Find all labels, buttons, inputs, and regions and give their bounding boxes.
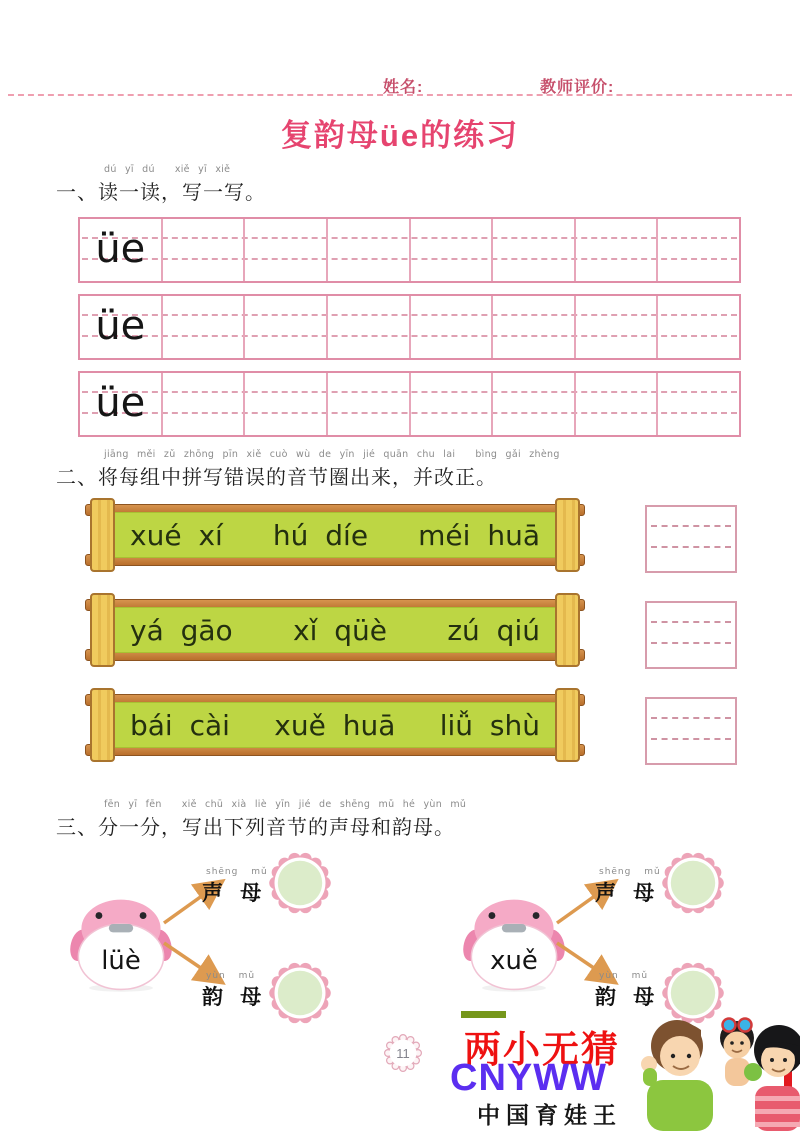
answer-flower-circle — [266, 849, 334, 917]
banner-syllable: xuě huā — [274, 708, 396, 742]
writing-cell — [80, 296, 163, 358]
writing-cell — [658, 373, 739, 435]
pinyin-group: xiě chū xià liè yīn jié de shēng mǔ hé yùn mǔ — [181, 799, 467, 810]
correction-box — [645, 601, 737, 669]
brand-name-en: CNYWW — [450, 1057, 607, 1099]
section3-pinyin — [104, 799, 466, 810]
yunmu-label — [202, 971, 267, 1011]
scroll-pole — [555, 688, 580, 762]
banner-syllable: yá gāo — [130, 613, 233, 647]
writing-cell — [411, 296, 494, 358]
practice-syllable: üe — [95, 226, 146, 272]
correction-box — [645, 697, 737, 765]
writing-cell — [328, 296, 411, 358]
brand-tagline: 中国育娃王 — [477, 1102, 622, 1128]
page-number: 11 — [396, 1046, 410, 1061]
shengmu-text: 声 母 — [202, 881, 268, 905]
banner-syllable: liǚ shù — [439, 708, 540, 742]
section1-pinyin — [104, 164, 230, 175]
answer-flower-circle — [266, 959, 334, 1027]
pinyin-group: jiāng měi zǔ zhōng pīn xiě cuò wù de yīn jié quān chu lai — [104, 449, 456, 460]
writing-cell — [245, 296, 328, 358]
yunmu-pinyin: yùn mǔ — [206, 971, 256, 981]
writing-cell — [163, 219, 246, 281]
scroll-pole — [555, 593, 580, 667]
banner-syllables — [103, 702, 567, 748]
writing-cell — [80, 219, 163, 281]
section2-pinyin — [104, 449, 560, 460]
writing-cell — [328, 373, 411, 435]
header-dashed-line — [8, 94, 792, 96]
writing-cell — [328, 219, 411, 281]
split-syllable: xuě — [490, 945, 538, 976]
scroll-pole — [90, 593, 115, 667]
shengmu-pinyin: shēng mǔ — [599, 867, 661, 877]
brand-name-cn: 两小无猜 — [464, 1029, 620, 1070]
shengmu-pinyin: shēng mǔ — [206, 867, 268, 877]
page-number-badge — [382, 1032, 424, 1074]
pinyin-group: dú yī dú — [104, 164, 155, 175]
section3-heading: 三、分一分，写出下列音节的声母和韵母。 — [56, 817, 455, 839]
writing-cell — [493, 296, 576, 358]
syllable-split-item — [62, 845, 362, 1033]
grid-cells — [80, 219, 739, 281]
name-label: 姓名: — [383, 79, 424, 96]
yunmu-pinyin: yùn mǔ — [599, 971, 649, 981]
banner-syllable: zú qiú — [447, 613, 540, 647]
shengmu-text: 声 母 — [595, 881, 661, 905]
writing-cell — [245, 373, 328, 435]
writing-grid-row — [78, 371, 741, 437]
family-illustration — [633, 1012, 800, 1131]
split-syllable: lüè — [101, 945, 141, 976]
banner-syllable: xǐ qüè — [293, 613, 388, 647]
writing-cell — [493, 219, 576, 281]
yunmu-label — [595, 971, 660, 1011]
syllable-split-item — [455, 845, 755, 1033]
writing-grid-row — [78, 217, 741, 283]
banner-syllable: méi huā — [418, 518, 540, 552]
brand-green-bar — [461, 1011, 506, 1018]
writing-cell — [658, 296, 739, 358]
writing-cell — [576, 296, 659, 358]
shengmu-label — [595, 867, 661, 907]
teacher-evaluation-label: 教师评价: — [540, 79, 615, 96]
scroll-pole — [555, 498, 580, 572]
writing-cell — [493, 373, 576, 435]
writing-cell — [411, 219, 494, 281]
pinyin-group: bìng gǎi zhèng — [475, 449, 560, 460]
shengmu-label — [202, 867, 268, 907]
yunmu-text: 韵 母 — [202, 985, 268, 1009]
grid-cells — [80, 296, 739, 358]
writing-cell — [576, 219, 659, 281]
writing-cell — [245, 219, 328, 281]
writing-grid — [78, 217, 741, 448]
page-title: 复韵母üe的练习 — [280, 118, 520, 153]
section1-heading: 一、读一读，写一写。 — [56, 182, 266, 204]
pinyin-group: xiě yī xiě — [174, 164, 231, 175]
correction-box — [645, 505, 737, 573]
answer-flower-circle — [659, 849, 727, 917]
banner-syllable: bái cài — [130, 708, 230, 742]
section2-heading: 二、将每组中拼写错误的音节圈出来，并改正。 — [56, 467, 497, 489]
bird-mascot-icon — [70, 887, 172, 999]
bird-mascot-icon — [463, 887, 565, 999]
writing-cell — [576, 373, 659, 435]
banner-syllable: xué xí — [130, 518, 223, 552]
writing-grid-row — [78, 294, 741, 360]
practice-syllable: üe — [95, 380, 146, 426]
writing-cell — [658, 219, 739, 281]
banner-syllables — [103, 607, 567, 653]
grid-cells — [80, 373, 739, 435]
yunmu-text: 韵 母 — [595, 985, 661, 1009]
scroll-banner — [85, 498, 585, 572]
scroll-pole — [90, 498, 115, 572]
scroll-banner — [85, 593, 585, 667]
pinyin-group: fēn yī fēn — [104, 799, 162, 810]
scroll-banner — [85, 688, 585, 762]
practice-syllable: üe — [95, 303, 146, 349]
writing-cell — [411, 373, 494, 435]
banner-syllable: hú díe — [272, 518, 369, 552]
writing-cell — [163, 373, 246, 435]
banner-syllables — [103, 512, 567, 558]
writing-cell — [80, 373, 163, 435]
writing-cell — [163, 296, 246, 358]
scroll-pole — [90, 688, 115, 762]
